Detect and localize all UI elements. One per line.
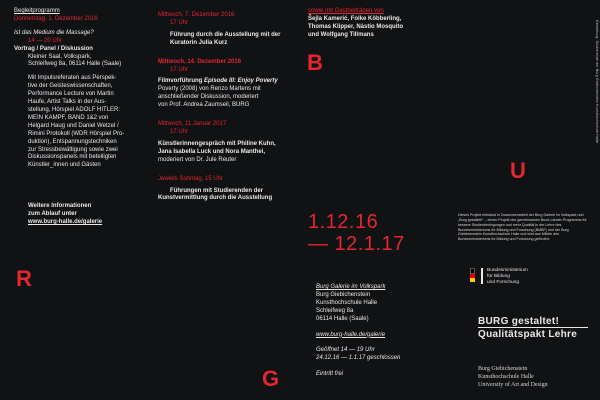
- schedule-date: Mittwoch, 11.Januar 2017: [158, 121, 227, 128]
- event-question: Ist das Medium die Massage?: [14, 29, 94, 36]
- ministry-name: und Forschung: [487, 280, 519, 286]
- film-title: Episode III: Enjoy Poverty: [204, 78, 278, 85]
- ministry-name: Bundesministerium: [487, 268, 528, 273]
- schedule-item: [158, 59, 288, 110]
- guest-names: Thomas Klipper, Nástio Mosquito: [308, 23, 404, 30]
- ministry-name: für Bildung: [487, 274, 510, 280]
- description-line: Mit Impulsreferaten aus Perspek-: [28, 75, 117, 82]
- description-line: zur Stressbewältigung sowie zwei: [28, 146, 118, 153]
- date-start: 1.12.16: [308, 211, 379, 233]
- logo-line-1: BURG gestaltet!: [478, 316, 560, 327]
- event-format: Vortrag / Panel / Diskussion: [14, 45, 93, 52]
- burg-gestaltet-logo: [478, 316, 588, 340]
- opening-hours: Geöffnet 14 — 19 Uhr: [316, 347, 375, 354]
- big-letter-b: B: [307, 50, 323, 75]
- exhibition-dates: [308, 212, 405, 255]
- event-date: Donnerstag, 1. Dezember 2016: [14, 15, 98, 22]
- schedule-date: Mittwoch, 7. Dezember 2016: [158, 12, 235, 18]
- school-logo: [478, 366, 588, 389]
- event-time: 14 — 20 Uhr: [28, 37, 63, 44]
- big-letter-g: G: [262, 366, 280, 391]
- film-prefix: Filmvorführung: [158, 78, 204, 85]
- more-info-link[interactable]: www.burg-halle.de/galerie: [28, 219, 103, 226]
- big-letter-r: R: [16, 266, 32, 291]
- schedule-item: [158, 176, 288, 204]
- program-heading: Begleitprogramm: [14, 8, 60, 14]
- schedule-item: [158, 121, 288, 165]
- ministry-logo: [470, 268, 590, 287]
- schedule-text: moderiert von Dr. Jule Reuter: [158, 156, 237, 163]
- guest-contributors: [308, 8, 448, 40]
- schedule-column: [158, 12, 288, 214]
- school-name: Kunsthochschule Halle: [478, 373, 534, 380]
- schedule-time: 17 Uhr: [170, 19, 189, 26]
- event-location-2: Schleifweg 8a, 06114 Halle (Saale): [28, 61, 122, 68]
- project-description: Dieses Projekt entstand in Zusammenarbeit der Burg Galerie im Volkspark und „Burg gestaltet!“ – einem Projekt des gemeinsamen Bund-Länder-Programms für bessere Studienbedingungen und mehr Qualität in der Lehre des Bundesministeriums für Bildung und Forschung (BMBF) und der Burg Giebichenstein Kunsthochschule Halle und wird aus Mitteln des Bundesministeriums für Bildung und Forschung gefördert.: [458, 213, 587, 242]
- venue-line: Schleifweg 8a: [316, 307, 354, 314]
- ministry-divider: [481, 268, 483, 284]
- schedule-time: 17 Uhr: [170, 128, 189, 135]
- german-flag-icon: [470, 268, 475, 282]
- schedule-time: 17 Uhr: [170, 66, 189, 73]
- more-info-label-2: zum Ablauf unter: [28, 211, 77, 218]
- guest-names: Šejla Kamerić, Folke Köbberling,: [308, 15, 402, 22]
- description-line: tive der Geisteswissenschaften,: [28, 83, 113, 90]
- date-end: — 12.1.17: [308, 232, 405, 255]
- schedule-text: Jana Isabella Luck und Nora Manthei,: [158, 148, 266, 155]
- description-line: Künstler_innen und Gästen: [28, 162, 101, 169]
- event-location-1: Kleiner Saal, Volkspark,: [28, 53, 92, 60]
- schedule-date: Mittwoch, 14. Dezember 2016: [158, 58, 242, 65]
- logo-line-2: Qualitätspakt Lehre: [478, 327, 588, 340]
- description-line: Rimini Protokoll (WDR Hörspiel Pro-: [28, 130, 125, 137]
- closed-dates: 24.12.16 — 1.1.17 geschlossen: [316, 355, 401, 362]
- description-line: Haufe, Artist Talks in der Aus-: [28, 99, 107, 106]
- schedule-text: Führung durch die Ausstellung mit der: [170, 31, 281, 38]
- schedule-text: Kuratorin Julia Kurz: [170, 39, 228, 46]
- venue-line: Kunsthochschule Halle: [316, 299, 378, 306]
- schedule-item: [158, 12, 288, 48]
- schedule-date: Jeweils Sonntag, 15 Uhr: [158, 175, 224, 182]
- side-credit: Gestaltung: Studierende der Burg Giebichenstein Kunsthochschule Halle: [595, 20, 599, 144]
- schedule-text: anschließender Diskussion, moderiert: [158, 94, 259, 101]
- schedule-text: Künstlerinnengespräch mit Philine Kuhn,: [158, 140, 276, 147]
- school-name: University of Art and Design: [478, 381, 548, 388]
- description-line: Diskussionspanels mit beteiligten: [28, 154, 117, 161]
- schedule-text: Kunstvermittlung durch die Ausstellung: [158, 195, 273, 202]
- more-info-label: Weitere Informationen: [28, 203, 92, 210]
- school-name: Burg Giebichenstein: [478, 366, 528, 372]
- venue-line: 06114 Halle (Saale): [316, 315, 369, 322]
- description-line: Helgard Haug und Daniel Wetzel /: [28, 122, 119, 129]
- venue-info: [316, 284, 456, 379]
- description-line: duktion), Entspannungstechniken: [28, 138, 117, 145]
- venue-title: Burg Galerie im Volkspark: [316, 284, 386, 290]
- schedule-film: [158, 78, 288, 86]
- schedule-text: Poverty (2008) von Renzo Martens mit: [158, 86, 261, 93]
- description-line: Performance Lecture von Martin: [28, 91, 114, 98]
- schedule-text: von Prof. Andrea Zaumseil, BURG: [158, 102, 250, 109]
- admission: Eintritt frei: [316, 371, 344, 378]
- schedule-text: Führungen mit Studierenden der: [170, 187, 264, 194]
- event-description: [14, 75, 144, 170]
- guest-label: sowie mit Gastbeiträgen von: [308, 8, 384, 14]
- big-letter-u: U: [510, 158, 526, 183]
- guest-names: und Wolfgang Tillmans: [308, 31, 374, 38]
- venue-link[interactable]: www.burg-halle.de/galerie: [316, 331, 386, 338]
- description-line: MEIN KAMPF, BAND 1&2 von: [28, 114, 109, 121]
- program-column: [14, 8, 144, 227]
- description-line: stellung, Hörspiel ADOLF HITLER:: [28, 106, 121, 113]
- venue-line: Burg Giebichenstein: [316, 291, 371, 298]
